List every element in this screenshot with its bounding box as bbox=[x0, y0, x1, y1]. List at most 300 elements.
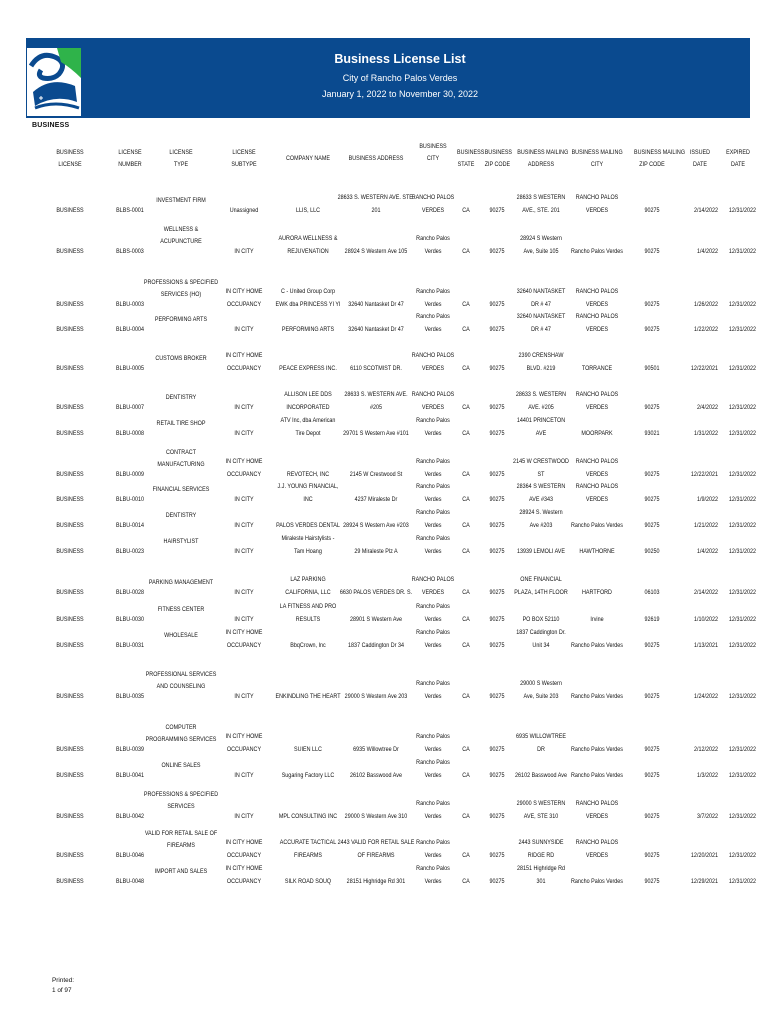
cell-text: 12/31/2022 bbox=[728, 207, 756, 214]
cell-text: LAZ PARKING bbox=[290, 576, 326, 584]
cell-text: Verdes bbox=[424, 430, 442, 437]
cell-text: ENKINDLING THE HEART bbox=[275, 693, 341, 700]
cell-text: 28924 S. Western bbox=[519, 509, 563, 517]
cell-text: RETAIL TIRE SHOP bbox=[156, 420, 206, 428]
cell-text: 90275 bbox=[489, 365, 505, 372]
cell-text: 90275 bbox=[489, 589, 505, 596]
cell-text: 90275 bbox=[644, 813, 660, 820]
cell-text: TORRANCE bbox=[581, 365, 613, 372]
cell-text: CA bbox=[462, 430, 470, 437]
cell-text: BUSINESS bbox=[56, 852, 84, 859]
column-header-line: COMPANY NAME bbox=[286, 155, 330, 162]
cell-text: BUSINESS bbox=[56, 365, 84, 372]
cell-text: 90275 bbox=[644, 693, 660, 700]
cell-text: CA bbox=[462, 326, 470, 333]
cell-text: 90275 bbox=[489, 326, 505, 333]
cell-text: HARTFORD bbox=[582, 589, 612, 596]
cell-text: IN CITY bbox=[234, 589, 254, 596]
cell-text: BUSINESS bbox=[56, 589, 84, 596]
cell-text: FIREARMS bbox=[167, 842, 195, 850]
cell-text: Rancho Palos Verdes bbox=[570, 693, 623, 700]
cell-license bbox=[40, 299, 101, 312]
cell-text: 1/4/2022 bbox=[696, 548, 718, 555]
cell-text: Rancho Palos Verdes bbox=[570, 642, 623, 649]
cell-text: CA bbox=[462, 746, 470, 753]
cell-text: 3/7/2022 bbox=[696, 813, 718, 820]
cell-expired bbox=[702, 546, 756, 559]
cell-text: 90275 bbox=[489, 522, 505, 529]
cell-text: BLBU-0004 bbox=[116, 326, 144, 333]
cell-text: Verdes bbox=[424, 642, 442, 649]
cell-text: IN CITY bbox=[234, 772, 254, 779]
column-header-line: EXPIRED bbox=[726, 149, 750, 156]
cell-text: 301 bbox=[536, 878, 546, 885]
cell-text: CA bbox=[462, 471, 470, 478]
cell-text: IN CITY HOME bbox=[225, 865, 263, 873]
cell-text: Rancho Palos bbox=[416, 509, 450, 517]
cell-text: PERFORMING ARTS bbox=[154, 316, 208, 324]
cell-text: BUSINESS bbox=[56, 404, 84, 411]
cell-text: IN CITY bbox=[234, 548, 254, 555]
cell-text: Rancho Palos bbox=[416, 629, 450, 637]
cell-text: CA bbox=[462, 878, 470, 885]
cell-text: 90275 bbox=[489, 548, 505, 555]
printed-label: Printed: bbox=[52, 977, 75, 984]
cell-text: BLBU-0041 bbox=[116, 772, 144, 779]
cell-text: CA bbox=[462, 772, 470, 779]
cell-text: Irvine bbox=[590, 616, 604, 623]
cell-text: RANCHO PALOS bbox=[411, 194, 455, 202]
cell-text: BLBU-0009 bbox=[116, 471, 144, 478]
cell-text: 28151 Highridge Rd 301 bbox=[346, 878, 406, 885]
cell-text: VALID FOR RETAIL SALE OF bbox=[144, 829, 218, 837]
column-header-line: BUSINESS bbox=[456, 149, 485, 156]
cell-text: IN CITY bbox=[234, 813, 254, 820]
cell-text: 90275 bbox=[489, 772, 505, 779]
cell-text: 29701 S Western Ave #101 bbox=[343, 430, 409, 437]
cell-text: 2145 W CRESTWOOD bbox=[513, 458, 569, 466]
cell-text: BUSINESS bbox=[56, 813, 84, 820]
cell-text: CA bbox=[462, 301, 470, 308]
cell-text: CA bbox=[462, 248, 470, 255]
cell-text: 6935 WILLOWTREE bbox=[516, 733, 566, 741]
cell-text: SERVICES bbox=[167, 803, 195, 811]
column-header-city bbox=[413, 141, 454, 165]
cell-text: 1/9/2022 bbox=[696, 496, 718, 503]
cell-text: 12/31/2022 bbox=[728, 471, 756, 478]
cell-text: Verdes bbox=[424, 616, 442, 623]
cell-text: BUSINESS bbox=[56, 772, 84, 779]
cell-text: 90275 bbox=[489, 746, 505, 753]
cell-text: DENTISTRY bbox=[165, 394, 197, 402]
cell-text: Unit 34 bbox=[532, 642, 550, 649]
cell-text: ATV Inc, dba American bbox=[280, 417, 336, 425]
cell-text: EWK dba PRINCESS YI YI bbox=[275, 301, 341, 308]
cell-expired bbox=[702, 876, 756, 889]
cell-text: BLBU-0042 bbox=[116, 813, 144, 820]
cell-text: WELLNESS & bbox=[163, 225, 199, 233]
cell-license bbox=[40, 744, 101, 757]
cell-text: IN CITY bbox=[234, 616, 254, 623]
column-header-line: NUMBER bbox=[118, 161, 142, 168]
cell-license bbox=[40, 876, 101, 889]
cell-text: VERDES bbox=[421, 589, 445, 596]
cell-text: 12/31/2022 bbox=[728, 852, 756, 859]
cell-text: IN CITY bbox=[234, 404, 254, 411]
column-header-type bbox=[148, 147, 214, 171]
cell-text: Rancho Palos bbox=[416, 313, 450, 321]
cell-text: 32640 Nantasket Dr 47 bbox=[348, 326, 404, 333]
cell-text: 90275 bbox=[489, 301, 505, 308]
cell-text: CALIFORNIA, LLC bbox=[285, 589, 331, 596]
column-header-line: BUSINESS bbox=[56, 149, 84, 156]
cell-text: BUSINESS bbox=[56, 430, 84, 437]
cell-text: 1/24/2022 bbox=[693, 693, 718, 700]
column-header-line: BUSINESS bbox=[419, 143, 447, 150]
cell-text: 90275 bbox=[489, 404, 505, 411]
cell-text: CA bbox=[462, 548, 470, 555]
cell-text: DENTISTRY bbox=[165, 512, 197, 520]
cell-license bbox=[40, 587, 101, 600]
cell-text: 1/26/2022 bbox=[693, 301, 718, 308]
cell-text: OCCUPANCY bbox=[226, 852, 262, 859]
cell-text: RANCHO PALOS bbox=[411, 576, 455, 584]
cell-text: PLAZA, 14TH FLOOR bbox=[514, 589, 568, 596]
cell-text: 32640 Nantasket Dr 47 bbox=[348, 301, 404, 308]
cell-text: Verdes bbox=[424, 248, 442, 255]
cell-text: BUSINESS bbox=[56, 522, 84, 529]
cell-text: 1/13/2021 bbox=[693, 642, 718, 649]
cell-text: 90275 bbox=[489, 878, 505, 885]
column-header-line: BUSINESS ADDRESS bbox=[348, 155, 404, 162]
cell-expired bbox=[702, 494, 756, 507]
cell-text: 12/31/2022 bbox=[728, 878, 756, 885]
cell-text: 90275 bbox=[644, 496, 660, 503]
cell-text: BLBU-0039 bbox=[116, 746, 144, 753]
cell-license bbox=[40, 520, 101, 533]
cell-text: Rancho Palos bbox=[416, 235, 450, 243]
cell-text: BUSINESS bbox=[56, 878, 84, 885]
cell-text: BUSINESS bbox=[56, 616, 84, 623]
cell-text: INCORPORATED bbox=[286, 404, 330, 411]
cell-text: 1/31/2022 bbox=[693, 430, 718, 437]
cell-text: Verdes bbox=[424, 852, 442, 859]
cell-text: 28924 S Western bbox=[520, 235, 562, 243]
cell-text: 90275 bbox=[489, 616, 505, 623]
cell-text: AND COUNSELING bbox=[156, 683, 206, 691]
cell-text: 12/31/2022 bbox=[728, 746, 756, 753]
cell-expired bbox=[702, 246, 756, 259]
cell-text: PEACE EXPRESS INC. bbox=[279, 365, 337, 372]
cell-text: 29000 S Western bbox=[520, 680, 562, 688]
cell-text: 1/4/2022 bbox=[696, 248, 718, 255]
cell-text: RESULTS bbox=[295, 616, 321, 623]
cell-license bbox=[40, 428, 101, 441]
cell-text: DR # 47 bbox=[531, 301, 551, 308]
column-header-line: ADDRESS bbox=[527, 161, 555, 168]
cell-text: 93021 bbox=[644, 430, 660, 437]
cell-text: IN CITY bbox=[234, 522, 254, 529]
cell-text: BLBU-0005 bbox=[116, 365, 144, 372]
cell-text: Ave #203 bbox=[529, 522, 553, 529]
cell-text: 2/4/2022 bbox=[696, 404, 718, 411]
cell-text: CA bbox=[462, 404, 470, 411]
cell-text: C - United Group Corp bbox=[280, 288, 336, 296]
cell-text: 2/14/2022 bbox=[693, 589, 718, 596]
cell-text: 90275 bbox=[644, 522, 660, 529]
cell-expired bbox=[702, 299, 756, 312]
cell-text: ACCURATE TACTICAL bbox=[279, 839, 337, 847]
cell-text: Ave, Suite 203 bbox=[523, 693, 559, 700]
cell-text: BLBU-0046 bbox=[116, 852, 144, 859]
column-header-company bbox=[278, 153, 339, 165]
cell-text: 28151 Highridge Rd bbox=[516, 865, 566, 873]
cell-text: 12/22/2021 bbox=[690, 365, 718, 372]
cell-text: 12/31/2022 bbox=[728, 772, 756, 779]
cell-text: 12/31/2022 bbox=[728, 522, 756, 529]
page-footer bbox=[52, 976, 74, 996]
cell-text: BLBU-0007 bbox=[116, 404, 144, 411]
cell-text: AVE bbox=[535, 430, 547, 437]
cell-text: MANUFACTURING bbox=[157, 461, 205, 469]
cell-license bbox=[40, 850, 101, 863]
cell-text: 2390 CRENSHAW bbox=[518, 352, 564, 360]
cell-text: Verdes bbox=[424, 471, 442, 478]
cell-text: Rancho Palos Verdes bbox=[570, 522, 623, 529]
cell-text: Rancho Palos bbox=[416, 603, 450, 611]
cell-text: BLBU-0003 bbox=[116, 301, 144, 308]
cell-text: FINANCIAL SERVICES bbox=[152, 486, 210, 494]
column-header-line: LICENSE bbox=[118, 149, 142, 156]
cell-text: VERDES bbox=[421, 365, 445, 372]
cell-text: Rancho Palos bbox=[416, 680, 450, 688]
cell-text: BLBU-0028 bbox=[116, 589, 144, 596]
cell-text: 32640 NANTASKET bbox=[516, 313, 566, 321]
cell-text: 12/22/2021 bbox=[690, 471, 718, 478]
cell-text: 90275 bbox=[644, 772, 660, 779]
cell-text: PROFESSIONAL SERVICES bbox=[145, 670, 217, 678]
cell-text: 12/31/2022 bbox=[728, 248, 756, 255]
cell-text: INVESTMENT FIRM bbox=[156, 197, 206, 205]
column-header-line: SUBTYPE bbox=[231, 161, 257, 168]
cell-expired bbox=[702, 428, 756, 441]
cell-text: 4237 Miraleste Dr bbox=[354, 496, 398, 503]
cell-expired bbox=[702, 205, 756, 218]
cell-text: 29 Miraleste Plz A bbox=[354, 548, 398, 555]
cell-text: Rancho Palos bbox=[416, 535, 450, 543]
cell-text: AVE. #205 bbox=[528, 404, 554, 411]
cell-text: IN CITY bbox=[234, 496, 254, 503]
cell-text: IN CITY bbox=[234, 248, 254, 255]
cell-text: BUSINESS bbox=[56, 326, 84, 333]
cell-text: HAWTHORNE bbox=[579, 548, 615, 555]
cell-text: 29000 S Western Ave 310 bbox=[344, 813, 408, 820]
cell-text: BbqCrown, Inc bbox=[290, 642, 326, 649]
column-header-line: BUSINESS MAILING bbox=[517, 149, 569, 156]
cell-text: BLBU-0031 bbox=[116, 642, 144, 649]
cell-text: 90275 bbox=[489, 430, 505, 437]
cell-text: 12/31/2022 bbox=[728, 693, 756, 700]
cell-text: 06103 bbox=[644, 589, 660, 596]
cell-text: PARKING MANAGEMENT bbox=[148, 579, 214, 587]
cell-text: 28633 S. WESTERN bbox=[515, 391, 567, 399]
cell-text: CA bbox=[462, 813, 470, 820]
cell-text: BLBU-0008 bbox=[116, 430, 144, 437]
cell-text: Rancho Palos bbox=[416, 483, 450, 491]
cell-text: OCCUPANCY bbox=[226, 301, 262, 308]
cell-text: Verdes bbox=[424, 772, 442, 779]
cell-text: 90275 bbox=[489, 496, 505, 503]
cell-text: FIREARMS bbox=[294, 852, 322, 859]
cell-text: 2443 VALID FOR RETAIL SALE bbox=[337, 839, 415, 847]
cell-text: Rancho Palos bbox=[416, 759, 450, 767]
cell-text: Rancho Palos bbox=[416, 800, 450, 808]
cell-text: Verdes bbox=[424, 496, 442, 503]
cell-text: VERDES bbox=[421, 207, 445, 214]
cell-text: 14401 PRINCETON bbox=[516, 417, 566, 425]
cell-license bbox=[40, 640, 101, 653]
cell-text: Verdes bbox=[424, 746, 442, 753]
cell-text: PERFORMING ARTS bbox=[281, 326, 335, 333]
cell-text: 12/31/2022 bbox=[728, 326, 756, 333]
cell-text: 2/14/2022 bbox=[693, 207, 718, 214]
cell-text: 6110 SCOTMIST DR. bbox=[350, 365, 402, 372]
column-header-mail-address bbox=[517, 147, 569, 171]
cell-text: VERDES bbox=[585, 852, 609, 859]
cell-text: 32640 NANTASKET bbox=[516, 288, 566, 296]
cell-text: VERDES bbox=[585, 301, 609, 308]
cell-text: Rancho Palos Verdes bbox=[570, 746, 623, 753]
cell-text: 2443 SUNNYSIDE bbox=[518, 839, 564, 847]
cell-text: BLVD. #219 bbox=[526, 365, 556, 372]
column-header-line: BUSINESS MAILING bbox=[571, 149, 623, 156]
cell-text: HAIRSTYLIST bbox=[163, 538, 199, 546]
cell-text: OCCUPANCY bbox=[226, 642, 262, 649]
cell-license bbox=[40, 402, 101, 415]
cell-text: BLBU-0035 bbox=[116, 693, 144, 700]
cell-text: 12/20/2021 bbox=[690, 852, 718, 859]
cell-text: 90501 bbox=[644, 365, 660, 372]
cell-text: Verdes bbox=[424, 548, 442, 555]
cell-text: Tire Depot bbox=[295, 430, 321, 437]
cell-text: IN CITY HOME bbox=[225, 458, 263, 466]
cell-text: 90275 bbox=[489, 693, 505, 700]
cell-text: IN CITY HOME bbox=[225, 352, 263, 360]
cell-license bbox=[40, 811, 101, 824]
cell-license bbox=[40, 614, 101, 627]
cell-license bbox=[40, 691, 101, 704]
cell-text: 28633 S. WESTERN AVE. STE. bbox=[337, 194, 415, 202]
cell-text: 6630 PALOS VERDES DR. S. bbox=[339, 589, 413, 596]
cell-text: 28901 S Western Ave bbox=[349, 616, 403, 623]
cell-text: BLBS-0001 bbox=[116, 207, 144, 214]
cell-text: DR # 47 bbox=[531, 326, 551, 333]
page-number: 1 of 97 bbox=[52, 987, 72, 994]
cell-text: 28924 S Western Ave #203 bbox=[343, 522, 409, 529]
cell-text: PROFESSIONS & SPECIFIED bbox=[143, 790, 219, 798]
cell-text: BUSINESS bbox=[56, 207, 84, 214]
cell-text: BLBU-0048 bbox=[116, 878, 144, 885]
cell-text: CA bbox=[462, 496, 470, 503]
cell-text: 12/31/2022 bbox=[728, 616, 756, 623]
cell-text: ACUPUNCTURE bbox=[160, 238, 202, 246]
column-header-line: ZIP CODE bbox=[639, 161, 665, 168]
column-header-mail-city bbox=[572, 147, 623, 171]
cell-text: OCCUPANCY bbox=[226, 878, 262, 885]
cell-text: CA bbox=[462, 616, 470, 623]
cell-text: BLBU-0010 bbox=[116, 496, 144, 503]
cell-text: IN CITY HOME bbox=[225, 733, 263, 741]
cell-text: 6935 Willowtree Dr bbox=[353, 746, 399, 753]
cell-text: 90275 bbox=[644, 207, 660, 214]
cell-text: RANCHO PALOS bbox=[411, 352, 455, 360]
cell-text: 12/29/2021 bbox=[690, 878, 718, 885]
cell-text: RANCHO PALOS bbox=[575, 288, 619, 296]
cell-text: SILK ROAD SOUQ bbox=[284, 878, 332, 885]
cell-text: 12/31/2022 bbox=[728, 813, 756, 820]
column-header-line: LICENSE bbox=[232, 149, 256, 156]
cell-text: 90275 bbox=[644, 248, 660, 255]
cell-text: Verdes bbox=[424, 301, 442, 308]
column-header-subtype bbox=[221, 147, 267, 171]
cell-text: OF FIREARMS bbox=[357, 852, 395, 859]
cell-text: ONE FINANCIAL bbox=[520, 576, 562, 584]
cell-text: 2145 W Crestwood St bbox=[349, 471, 403, 478]
cell-text: LLIS, LLC bbox=[295, 207, 321, 214]
cell-expired bbox=[702, 402, 756, 415]
cell-text: IN CITY bbox=[234, 430, 254, 437]
cell-text: 90275 bbox=[644, 326, 660, 333]
cell-text: ONLINE SALES bbox=[161, 762, 201, 770]
cell-text: Rancho Palos bbox=[416, 865, 450, 873]
cell-text: BUSINESS bbox=[56, 693, 84, 700]
cell-text: 90275 bbox=[644, 301, 660, 308]
cell-text: BUSINESS bbox=[56, 746, 84, 753]
column-header-line: BUSINESS MAILING bbox=[633, 149, 686, 156]
cell-text: 28924 S Western Ave 105 bbox=[344, 248, 408, 255]
column-header-state bbox=[456, 147, 485, 171]
column-header-line: CITY bbox=[426, 155, 440, 162]
cell-text: 90275 bbox=[644, 746, 660, 753]
cell-text: REJUVENATION bbox=[287, 248, 329, 255]
column-header-line: DATE bbox=[730, 161, 746, 168]
cell-text: COMPUTER bbox=[165, 723, 197, 731]
cell-text: Rancho Palos Verdes bbox=[570, 772, 623, 779]
column-header-zip bbox=[484, 147, 513, 171]
cell-text: Sugaring Factory LLC bbox=[281, 772, 335, 779]
cell-expired bbox=[702, 691, 756, 704]
cell-license bbox=[40, 546, 101, 559]
cell-text: IN CITY HOME bbox=[225, 629, 263, 637]
cell-text: 90275 bbox=[489, 642, 505, 649]
cell-license bbox=[40, 363, 101, 376]
cell-text: BUSINESS bbox=[56, 301, 84, 308]
cell-text: 90275 bbox=[489, 852, 505, 859]
cell-text: 12/31/2022 bbox=[728, 365, 756, 372]
column-header-line: ISSUED bbox=[689, 149, 711, 156]
cell-text: 12/31/2022 bbox=[728, 301, 756, 308]
cell-text: BUSINESS bbox=[56, 471, 84, 478]
cell-text: 28633 S WESTERN bbox=[516, 194, 566, 202]
cell-text: 90250 bbox=[644, 548, 660, 555]
cell-text: RIDGE RD bbox=[527, 852, 555, 859]
cell-text: Rancho Palos bbox=[416, 839, 450, 847]
cell-text: BLBU-0030 bbox=[116, 616, 144, 623]
cell-text: 12/31/2022 bbox=[728, 496, 756, 503]
cell-text: CA bbox=[462, 522, 470, 529]
cell-text: RANCHO PALOS bbox=[575, 313, 619, 321]
cell-text: 90275 bbox=[644, 471, 660, 478]
